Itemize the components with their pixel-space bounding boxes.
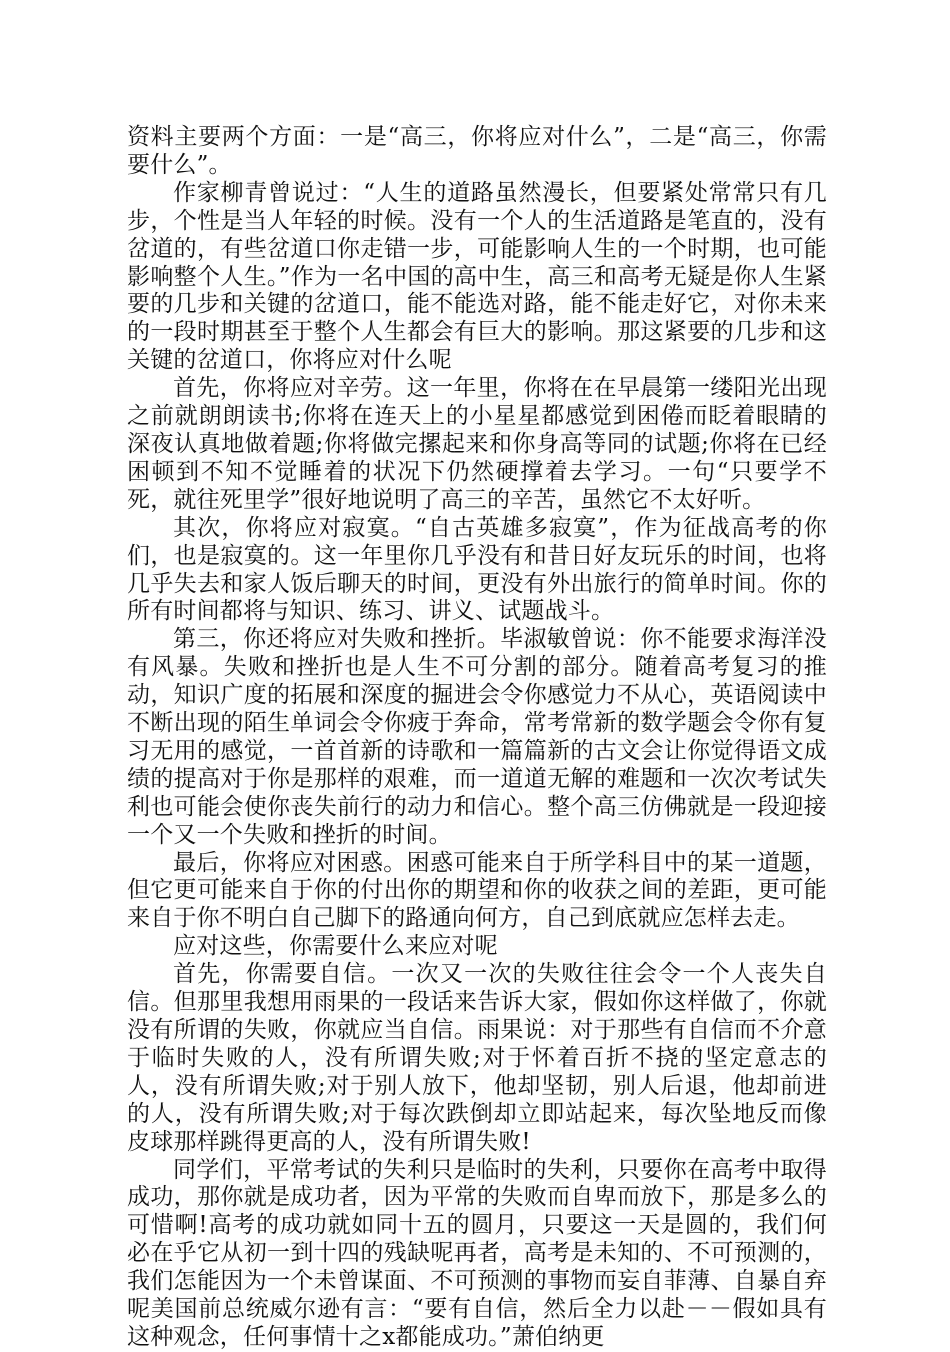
paragraph-intro-continuation: 资料主要两个方面：一是“高三，你将应对什么”，二是“高三，你需要什么”。 bbox=[127, 124, 827, 178]
document-body bbox=[127, 124, 827, 1352]
paragraph-liu-qing-quote: 作家柳青曾说过：“人生的道路虽然漫长，但要紧处常常只有几步，个性是当人年轻的时候。没有一个人的生活道路是笔直的，没有岔道的，有些岔道口你走错一步，可能影响人生的一个时期，也可能影响整个人生。”作为一名中国的高中生，高三和高考无疑是你人生紧要的几步和关键的岔道口，能不能选对路，能不能走好它，对你未来的一段时期甚至于整个人生都会有巨大的影响。那这紧要的几步和这关键的岔道口，你将应对什么呢 bbox=[127, 179, 827, 374]
paragraph-loneliness: 其次，你将应对寂寞。“自古英雄多寂寞”，作为征战高考的你们，也是寂寞的。这一年里你几乎没有和昔日好友玩乐的时间，也将几乎失去和家人饭后聊天的时间，更没有外出旅行的简单时间。你的所有时间都将与知识、练习、讲义、试题战斗。 bbox=[127, 514, 827, 625]
paragraph-classmates: 同学们，平常考试的失利只是临时的失利，只要你在高考中取得成功，那你就是成功者，因为平常的失败而自卑而放下，那是多么的可惜啊!高考的成功就如同十五的圆月，只要这一天是圆的，我们何必在乎它从初一到十四的残缺呢再者，高考是未知的、不可预测的，我们怎能因为一个未曾谋面、不可预测的事物而妄自菲薄、自暴自弃呢美国前总统威尔逊有言：“要有自信，然后全力以赴－－假如具有这种观念，任何事情十之x都能成功。”萧伯纳更 bbox=[127, 1156, 827, 1350]
paragraph-transition-question: 应对这些，你需要什么来应对呢 bbox=[173, 933, 498, 960]
paragraph-confidence: 首先，你需要自信。一次又一次的失败往往会令一个人丧失自信。但那里我想用雨果的一段话来告诉大家，假如你这样做了，你就没有所谓的失败，你就应当自信。雨果说：对于那些有自信而不介意于临时失败的人，没有所谓失败;对于怀着百折不挠的坚定意志的人，没有所谓失败;对于别人放下，他却坚韧，别人后退，他却前进的人，没有所谓失败;对于每次跌倒却立即站起来，每次坠地反而像皮球那样跳得更高的人，没有所谓失败! bbox=[127, 961, 827, 1155]
paragraph-confusion: 最后，你将应对困惑。困惑可能来自于所学科目中的某一道题，但它更可能来自于你的付出你的期望和你的收获之间的差距，更可能来自于你不明白自己脚下的路通向何方，自己到底就应怎样去走。 bbox=[127, 849, 827, 932]
paragraph-hardship: 首先，你将应对辛劳。这一年里，你将在在早晨第一缕阳光出现之前就朗朗读书;你将在连天上的小星星都感觉到困倦而眨着眼睛的深夜认真地做着题;你将做完摞起来和你身高等同的试题;你将在已经困顿到不知不觉睡着的状况下仍然硬撑着去学习。一句“只要学不死，就往死里学”很好地说明了高三的辛苦，虽然它不太好听。 bbox=[127, 375, 827, 513]
paragraph-failure: 第三，你还将应对失败和挫折。毕淑敏曾说：你不能要求海洋没有风暴。失败和挫折也是人生不可分割的部分。随着高考复习的推动，知识广度的拓展和深度的掘进会令你感觉力不从心，英语阅读中不断出现的陌生单词会令你疲于奔命，常考常新的数学题会令你有复习无用的感觉，一首首新的诗歌和一篇篇新的古文会让你觉得语文成绩的提高对于你是那样的艰难，而一道道无解的难题和一次次考试失利也可能会使你丧失前行的动力和信心。整个高三仿佛就是一段迎接一个又一个失败和挫折的时间。 bbox=[127, 626, 827, 848]
